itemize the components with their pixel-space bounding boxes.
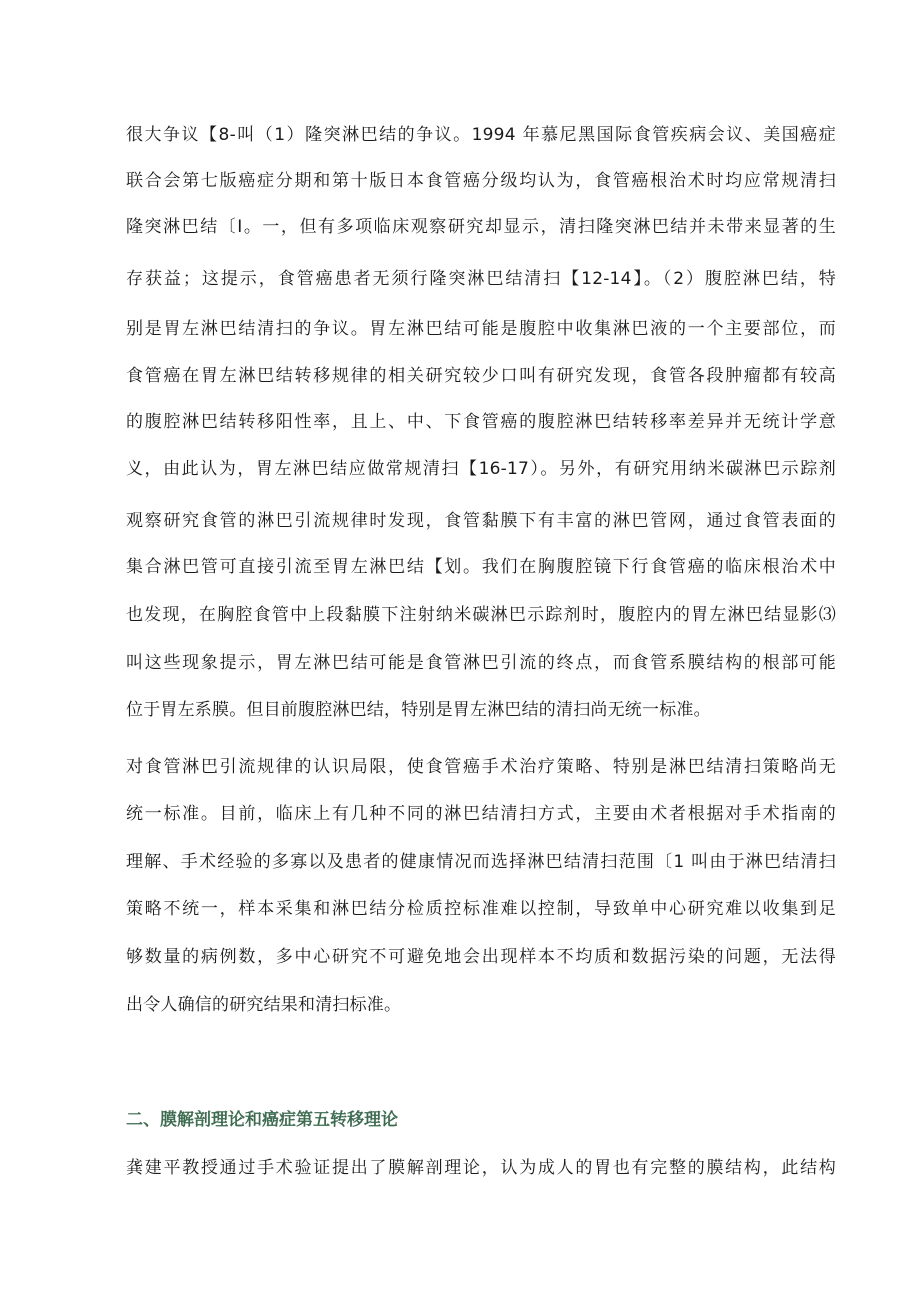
text-line: 叫这些现象提示，胃左淋巴结可能是食管淋巴引流的终点，而食管系膜结构的根部可能 bbox=[126, 653, 836, 673]
text-line: 别是胃左淋巴结清扫的争议。胃左淋巴结可能是腹腔中收集淋巴液的一个主要部位，而 bbox=[126, 319, 836, 339]
text-line: 也发现，在胸腔食管中上段黏膜下注射纳米碳淋巴示踪剂时，腹腔内的胃左淋巴结显影⑶ bbox=[126, 605, 836, 625]
text-line: 的腹腔淋巴结转移阳性率，且上、中、下食管癌的腹腔淋巴结转移率差异并无统计学意 bbox=[126, 412, 836, 432]
text-line: 策略不统一，样本采集和淋巴结分检质控标准难以控制，导致单中心研究难以收集到足 bbox=[126, 899, 836, 919]
section-first-line: 龚建平教授通过手术验证提出了膜解剖理论，认为成人的胃也有完整的膜结构，此结构 bbox=[126, 1158, 836, 1178]
section-heading: 二、膜解剖理论和癌症第五转移理论 bbox=[126, 1110, 398, 1130]
text-line: 义，由此认为，胃左淋巴结应做常规清扫【16-17）。另外，有研究用纳米碳淋巴示踪剂 bbox=[126, 459, 836, 479]
text-line: 集合淋巴管可直接引流至胃左淋巴结【划。我们在胸腹腔镜下行食管癌的临床根治术中 bbox=[126, 557, 836, 577]
text-line: 很大争议【8-叫（1）隆突淋巴结的争议。1994 年慕尼黑国际食管疾病会议、美国癌症 bbox=[126, 125, 836, 145]
text-line: 观察研究食管的淋巴引流规律时发现，食管黏膜下有丰富的淋巴管网，通过食管表面的 bbox=[126, 511, 836, 531]
text-line: 联合会第七版癌症分期和第十版日本食管癌分级均认为，食管癌根治术时均应常规清扫 bbox=[126, 171, 836, 191]
text-line: 够数量的病例数，多中心研究不可避免地会出现样本不均质和数据污染的问题，无法得 bbox=[126, 947, 836, 967]
text-line: 位于胃左系膜。但目前腹腔淋巴结，特别是胃左淋巴结的清扫尚无统一标准。 bbox=[126, 700, 711, 720]
text-line: 对食管淋巴引流规律的认识局限，使食管癌手术治疗策略、特别是淋巴结清扫策略尚无 bbox=[126, 757, 836, 777]
text-line: 食管癌在胃左淋巴结转移规律的相关研究较少口叫有研究发现，食管各段肿瘤都有较高 bbox=[126, 366, 836, 386]
text-line: 隆突淋巴结〔I。一，但有多项临床观察研究却显示，清扫隆突淋巴结并未带来显著的生 bbox=[126, 217, 836, 237]
text-line: 存获益；这提示，食管癌患者无须行隆突淋巴结清扫【12-14】。（2）腹腔淋巴结，特 bbox=[126, 269, 836, 289]
text-line: 统一标准。目前，临床上有几种不同的淋巴结清扫方式，主要由术者根据对手术指南的 bbox=[126, 804, 836, 824]
text-line: 理解、手术经验的多寡以及患者的健康情况而选择淋巴结清扫范围〔1 叫由于淋巴结清扫 bbox=[126, 852, 836, 872]
text-line: 出令人确信的研究结果和清扫标准。 bbox=[126, 995, 402, 1015]
